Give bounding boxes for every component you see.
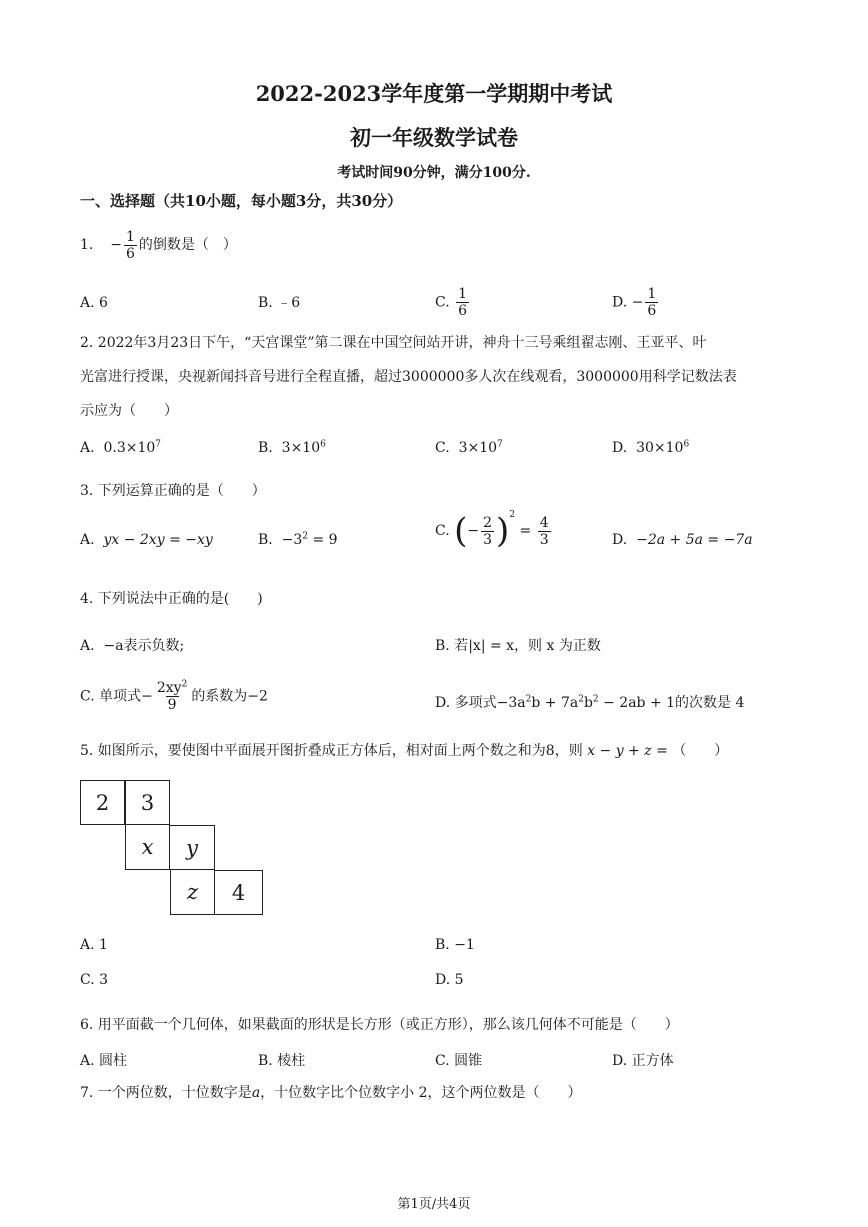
fraction: $\frac{2}{3}$ bbox=[483, 514, 493, 548]
option-d: D. 5 bbox=[435, 972, 464, 988]
net-cell: y bbox=[170, 825, 215, 870]
option-b: B. $3\times 10^6$ bbox=[258, 439, 326, 456]
net-cell: x bbox=[125, 825, 170, 870]
option-c: C. $3\times 10^7$ bbox=[435, 439, 503, 456]
option-a: A. −a表示负数; bbox=[80, 638, 185, 654]
net-cell: 3 bbox=[125, 780, 170, 825]
option-c: C. 圆锥 bbox=[435, 1053, 483, 1069]
sign: − bbox=[110, 237, 122, 253]
question-6: 6. 用平面截一个几何体，如果截面的形状是长方形（或正方形），那么该几何体不可能是（ ） bbox=[80, 1017, 679, 1033]
option-a: A. 6 bbox=[80, 295, 108, 311]
option-a: A. yx − 2xy = −xy bbox=[80, 532, 213, 548]
page-number: 第1页/共4页 bbox=[397, 1197, 471, 1212]
option-d: D. 多项式$-3a^2b + 7a^2b^2 - 2ab + 1$的次数是 4 bbox=[435, 694, 745, 711]
option-c: C. (− $\frac{2}{3}$ )$^2$ = $\frac{4}{3}$ bbox=[435, 510, 549, 551]
option-d: D. −2a + 5a = −7a bbox=[612, 532, 753, 548]
option-c: C. 单项式− $\frac{2xy^2}{9}$ 的系数为−2 bbox=[80, 679, 268, 713]
question-2-line-2: 光富进行授课，央视新闻抖音号进行全程直播，超过3000000多人次在线观看，3000000用科学记数法表 bbox=[80, 369, 737, 385]
exam-title: 2022-2023学年度第一学期期中考试 bbox=[255, 81, 613, 106]
question-3: 3. 下列运算正确的是（ ） bbox=[80, 483, 266, 499]
option-a: A. $0.3\times 10^7$ bbox=[80, 439, 162, 456]
option-b: B. 若|x| = x，则 x 为正数 bbox=[435, 638, 601, 654]
option-a: A. 圆柱 bbox=[80, 1053, 128, 1069]
option-b: B. 棱柱 bbox=[258, 1053, 306, 1069]
option-b: B. $-3^2 = 9$ bbox=[258, 531, 338, 548]
exam-subtitle: 初一年级数学试卷 bbox=[350, 125, 518, 150]
option-b: B. ﹣6 bbox=[258, 295, 301, 311]
option-b: B. −1 bbox=[435, 937, 475, 953]
option-d: D. 正方体 bbox=[612, 1053, 674, 1069]
net-cell: 4 bbox=[215, 870, 263, 915]
option-c: C. 3 bbox=[80, 972, 109, 988]
question-2-line-3: 示应为（ ） bbox=[80, 403, 178, 419]
option-d: D. $30\times 10^6$ bbox=[612, 439, 690, 456]
fraction: $\frac{4}{3}$ bbox=[539, 514, 549, 548]
exam-info: 考试时间90分钟，满分100分. bbox=[337, 165, 531, 181]
option-d: D. − $\frac{1}{6}$ bbox=[612, 286, 657, 319]
question-4: 4. 下列说法中正确的是( ) bbox=[80, 591, 263, 607]
option-a: A. 1 bbox=[80, 937, 108, 953]
question-2-line-1: 2. 2022年3月23日下午，“天宫课堂”第二课在中国空间站开讲，神舟十三号乘组翟志刚、王亚平、叶 bbox=[80, 335, 707, 351]
fraction: $\frac{1}{6}$ bbox=[458, 286, 468, 319]
fraction: $\frac{2xy^2}{9}$ bbox=[156, 679, 188, 713]
fraction: $\frac{1}{6}$ bbox=[647, 286, 657, 319]
net-cell: 2 bbox=[80, 780, 125, 825]
question-text: 的倒数是（ ） bbox=[138, 237, 237, 253]
net-cell: z bbox=[170, 870, 215, 915]
question-1 bbox=[80, 228, 237, 262]
question-5: 5. 如图所示，要使图中平面展开图折叠成正方体后，相对面上两个数之和为8，则 x − y + z = （ ） bbox=[80, 743, 729, 759]
question-number: 1. bbox=[80, 237, 94, 253]
question-7: 7. 一个两位数，十位数字是a，十位数字比个位数字小 2，这个两位数是（ ） bbox=[80, 1085, 582, 1101]
fraction: $\frac{1}{6}$ bbox=[126, 228, 135, 262]
expression: x − y + z = bbox=[587, 743, 668, 759]
option-c: C. $\frac{1}{6}$ bbox=[435, 286, 468, 319]
section-heading: 一、选择题（共10小题，每小题3分，共30分） bbox=[80, 192, 403, 210]
